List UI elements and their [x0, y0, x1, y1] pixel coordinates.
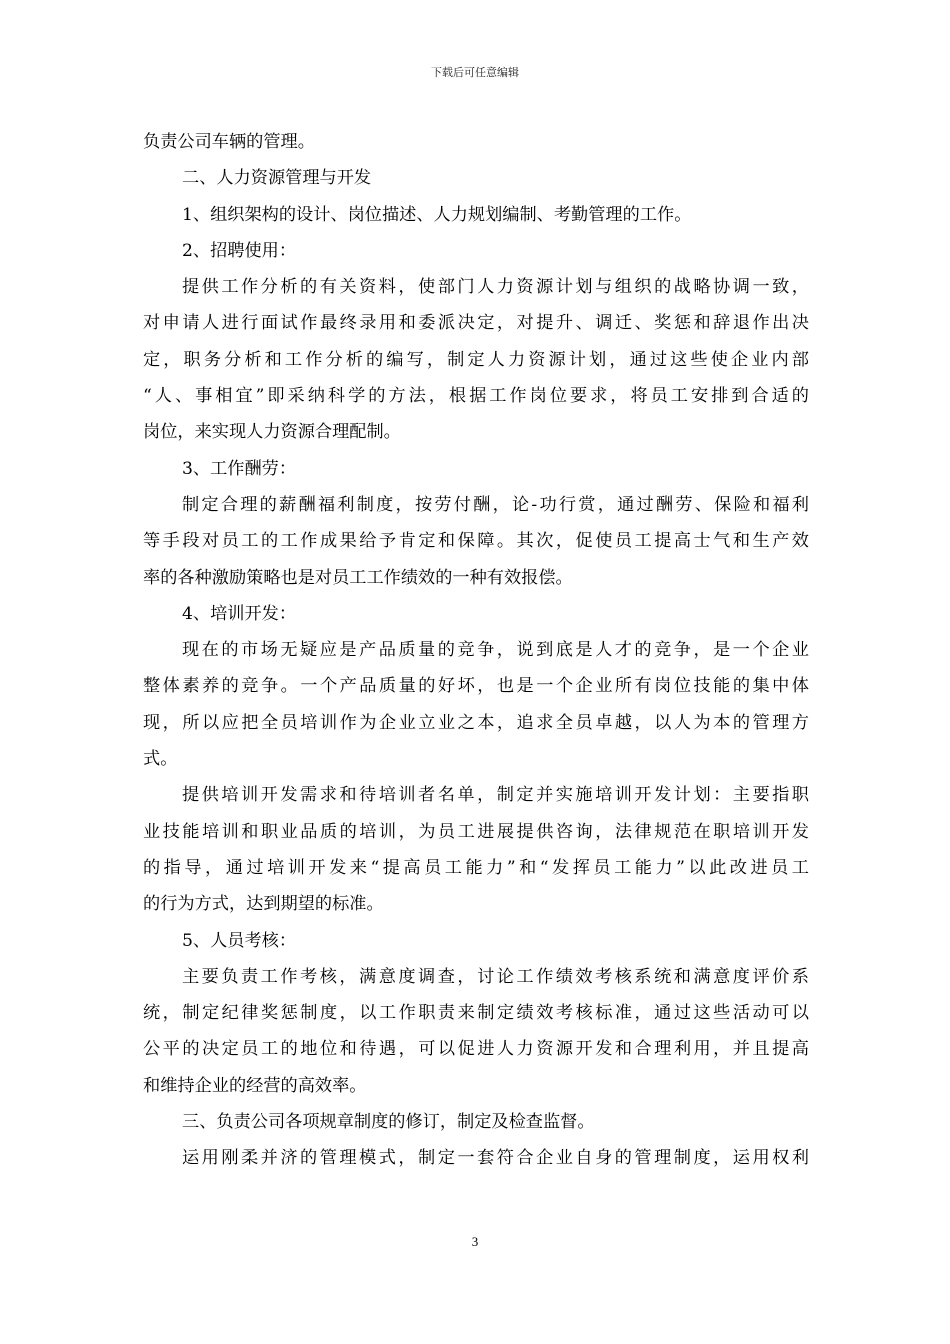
text-line: 负责公司车辆的管理。: [143, 132, 315, 152]
text-line: 的指导，通过培训开发来“提高员工能力”和“发挥员工能力”以此改进员工: [143, 857, 809, 878]
text-line: 定，职务分析和工作分析的编写，制定人力资源计划，通过这些使企业内部: [143, 349, 809, 370]
text-line: 等手段对员工的工作成果给予肯定和保障。其次，促使员工提高士气和生产效: [143, 531, 809, 552]
text-line: 对申请人进行面试作最终录用和委派决定，对提升、调迁、奖惩和辞退作出决: [143, 313, 809, 334]
text-line: 现，所以应把全员培训作为企业立业之本，追求全员卓越，以人为本的管理方: [143, 712, 809, 733]
text-line: 式。: [143, 749, 178, 770]
text-line: “人、事相宜”即采纳科学的方法，根据工作岗位要求，将员工安排到合适的: [143, 386, 809, 407]
text-line: 提供培训开发需求和待培训者名单，制定并实施培训开发计划：主要指职: [182, 785, 809, 806]
body-text: [143, 124, 809, 1177]
text-line: 的行为方式，达到期望的标准。: [143, 894, 384, 915]
text-line: 整体素养的竞争。一个产品质量的好坏，也是一个企业所有岗位技能的集中体: [143, 676, 809, 697]
text-line: 制定合理的薪酬福利制度，按劳付酬，论-功行赏，通过酬劳、保险和福利: [182, 494, 809, 515]
text-line: 4、培训开发：: [182, 603, 297, 624]
page-number: 3: [471, 1234, 479, 1249]
text-line: 公平的决定员工的地位和待遇，可以促进人力资源开发和合理利用，并且提高: [143, 1039, 809, 1060]
text-line: 主要负责工作考核，满意度调查，讨论工作绩效考核系统和满意度评价系: [182, 966, 809, 987]
text-line: 5、人员考核：: [182, 930, 297, 951]
text-line: 提供工作分析的有关资料，使部门人力资源计划与组织的战略协调一致，: [182, 277, 809, 298]
text-line: 运用刚柔并济的管理模式，制定一套符合企业自身的管理制度，运用权利: [182, 1148, 809, 1169]
text-line: 统，制定纪律奖惩制度，以工作职责来制定绩效考核标准，通过这些活动可以: [143, 1003, 809, 1024]
text-line: 1、组织架构的设计、岗位描述、人力规划编制、考勤管理的工作。: [182, 204, 692, 225]
text-line: 二、人力资源管理与开发: [182, 168, 372, 189]
text-line: 业技能培训和职业品质的培训，为员工进展提供咨询，法律规范在职培训开发: [143, 821, 809, 842]
text-line: 三、负责公司各项规章制度的修订，制定及检查监督。: [182, 1112, 595, 1133]
text-line: 2、招聘使用：: [182, 240, 297, 261]
text-line: 现在的市场无疑应是产品质量的竞争，说到底是人才的竞争，是一个企业: [182, 640, 809, 661]
page-header: 下载后可任意编辑: [431, 66, 519, 79]
text-line: 率的各种激励策略也是对员工工作绩效的一种有效报偿。: [143, 567, 573, 588]
text-line: 和维持企业的经营的高效率。: [143, 1075, 367, 1096]
text-line: 3、工作酬劳：: [182, 458, 297, 479]
text-line: 岗位，来实现人力资源合理配制。: [143, 422, 401, 443]
